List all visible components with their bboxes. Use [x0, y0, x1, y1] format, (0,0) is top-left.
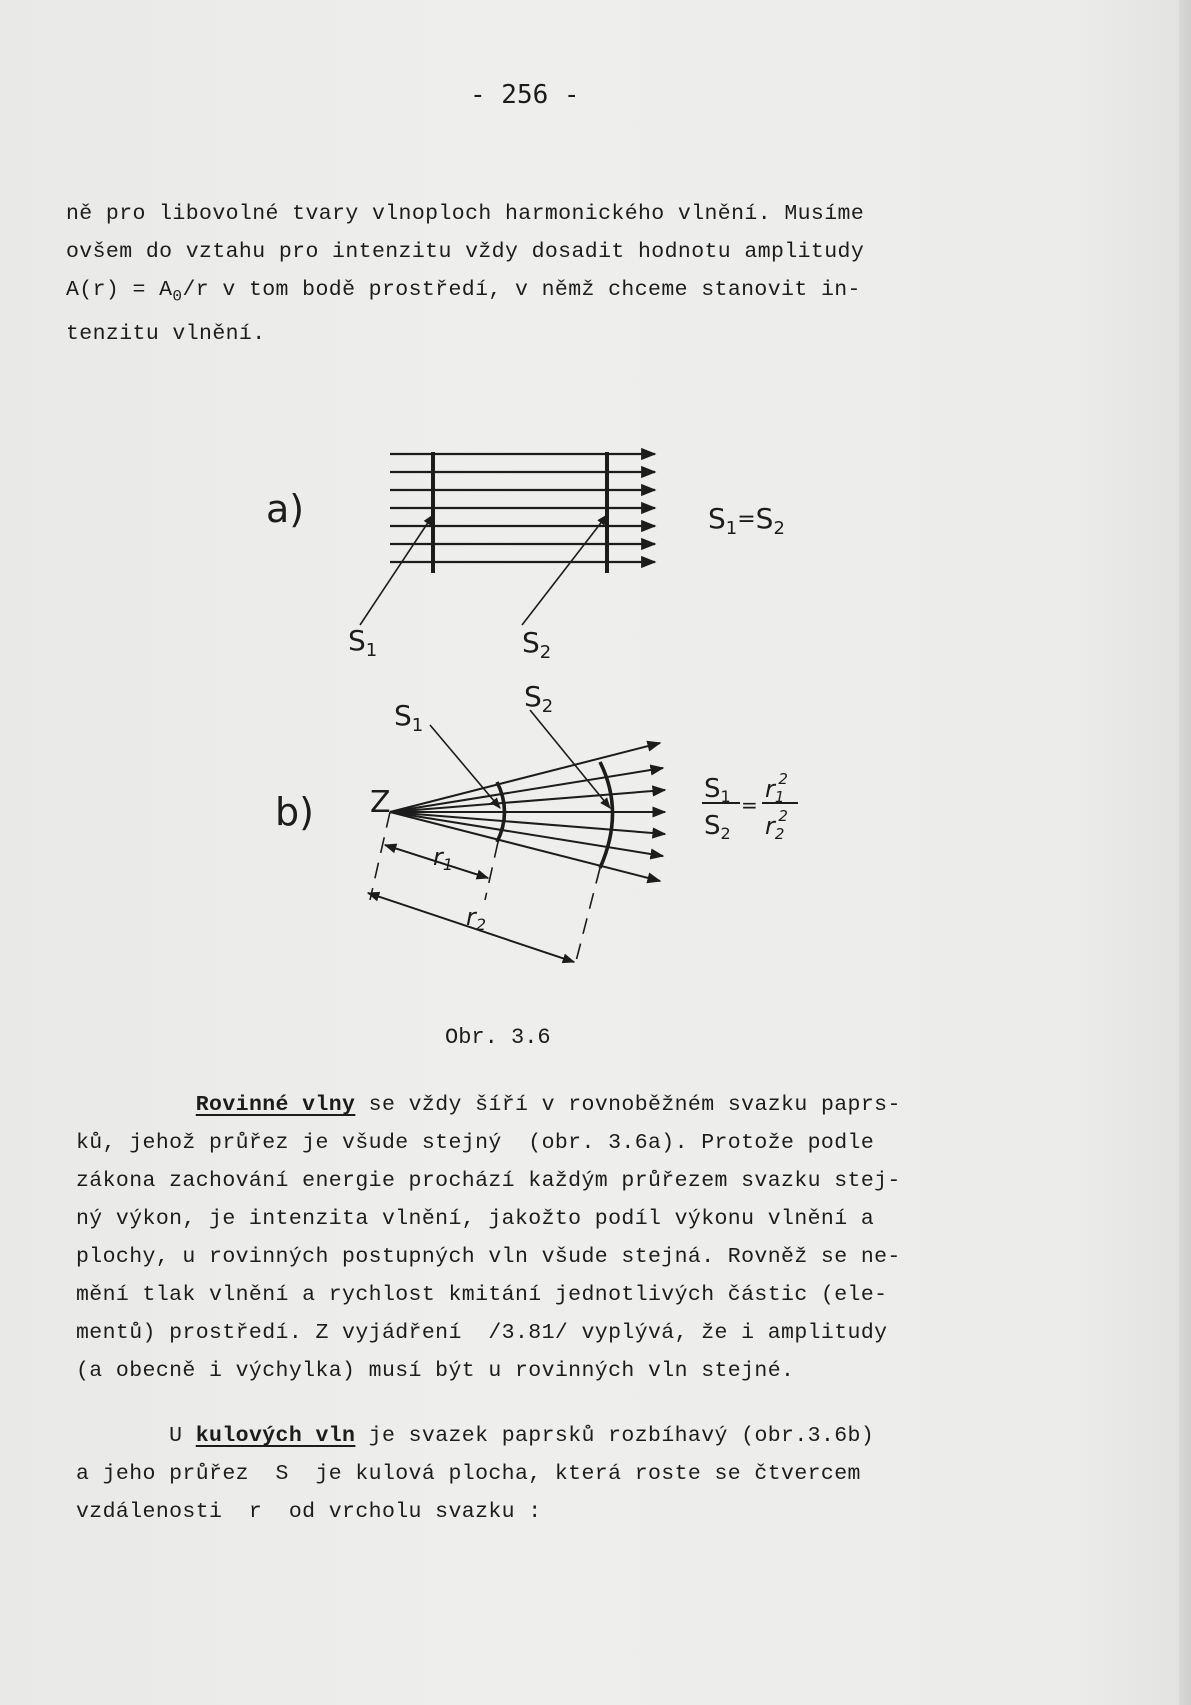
term-plane-waves: Rovinné vlny [195, 1093, 356, 1117]
label-source-z: Z [370, 785, 391, 820]
svg-text:S2: S2 [704, 811, 731, 843]
equation-a: $S_1^=S_2$ [708, 502, 785, 539]
intro-subscript: 0 [172, 287, 183, 306]
label-b: b) [275, 790, 314, 834]
equation-b [702, 770, 798, 843]
label-r2: $r_2$ [466, 903, 487, 934]
intro-line-2: ovšem do vztahu pro intenzitu vždy dosadit hodnotu amplitudy [66, 240, 865, 264]
term-spherical-waves: kulových vln [195, 1424, 356, 1448]
label-s1-a: $S_1$ [348, 624, 378, 661]
dim-line-r1 [485, 842, 498, 900]
label-a: a) [266, 487, 305, 531]
paragraph-spherical-waves: U kulových vln je svazek paprsků rozbíhavý (obr.3.6b) a jeho průřez S je kulová plocha, která roste se čtvercem vzdálenosti r od vrcholu svazku : [76, 1424, 875, 1524]
page-number: - 256 - [470, 80, 580, 110]
pointer-s1-a [360, 515, 433, 625]
label-s2-a: $S_2$ [522, 626, 552, 663]
intro-line-4: tenzitu vlnění. [66, 322, 266, 347]
svg-text:r22: $r_22$ [765, 807, 788, 843]
label-s1-b: $S_1$ [394, 699, 424, 736]
intro-line-3b: /r v tom bodě prostředí, v němž chceme stanovit in- [182, 278, 861, 302]
svg-text:=: = [741, 793, 758, 817]
figure-caption: Obr. 3.6 [445, 1025, 551, 1050]
svg-text:r12: $r_12$ [765, 770, 788, 806]
svg-text:S1: S1 [704, 774, 731, 806]
plane-wave-rays [390, 454, 655, 562]
pointer-s2-a [522, 515, 607, 625]
pointer-s1-b [430, 725, 500, 808]
intro-line-1: ně pro libovolné tvary vlnoploch harmonického vlnění. Musíme [66, 202, 865, 226]
intro-line-3a: A(r) = A [66, 278, 173, 302]
label-r1: $r_1$ [433, 843, 454, 874]
dim-line-origin [370, 812, 390, 900]
paragraph-plane-waves: Rovinné vlny se vždy šíří v rovnoběžném svazku paprs- ků, jehož průřez je všude stejný (obr. 3.6a). Protože podle zákona zachování energie prochází každým průřezem svazku stej- ný výkon, je intenzita vlnění, jakožto podíl výkonu vlnění a plochy, u rovinných postupných vln všude stejná. Rovněž se ne- mění tlak vlnění a rychlost kmitání jednotlivých částic (ele- mentů) prostředí. Z vyjádření /3.81/ vyplývá, že i amplitudy (a obecně i výchylka) musí být u rovinných vln stejné. [76, 1093, 901, 1383]
dim-line-r2 [575, 868, 600, 965]
label-s2-b: $S_2$ [524, 680, 554, 717]
